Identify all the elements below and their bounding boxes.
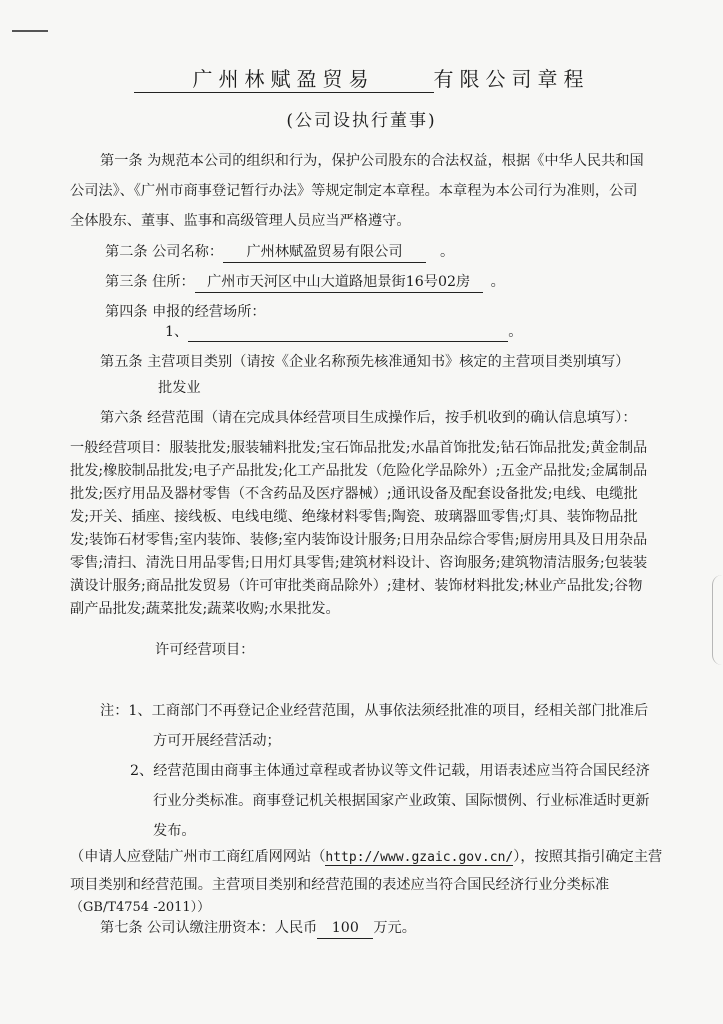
article6-label: 第六条 经营范围（请在完成具体经营项目生成操作后，按手机收到的确认信息填写）：: [100, 410, 637, 426]
scope-line: 副产品批发;蔬菜批发;蔬菜收购;水果批发。: [70, 601, 340, 617]
scope-line: 发;装饰石材零售;室内装饰、装修;室内装饰设计服务;日用杂品综合零售;厨房用具及日用杂品: [70, 532, 648, 548]
title-suffix: 有限公司章程: [433, 67, 590, 91]
scan-edge-artifact: [712, 575, 723, 665]
instruction-line1: [70, 847, 662, 868]
note1-line2: 方可开展经营活动；: [153, 733, 281, 749]
article1-line2: 公司法》、《广州市商事登记暂行办法》等规定制定本章程。本章程为本公司行为准则，公司: [70, 183, 638, 199]
article5-label: 第五条 主营项目类别（请按《企业名称预先核准通知书》核定的主营项目类别填写）: [100, 354, 630, 370]
scope-line: 发;开关、插座、接线板、电线电缆、绝缘材料零售;陶瓷、玻璃器皿零售;灯具、装饰物品批: [70, 509, 638, 525]
article4-item: [165, 322, 522, 342]
article4-end: 。: [508, 324, 523, 340]
instruction-text: ），按照其指引确定主营: [513, 849, 663, 865]
address-value: 广州市天河区中山大道路旭景街16号02房: [195, 272, 483, 293]
article2-end: 。: [440, 244, 455, 260]
article3: [105, 272, 505, 293]
instruction-text: （申请人应登陆广州市工商红盾网网站（: [70, 849, 326, 865]
article7: [100, 918, 416, 939]
article4-item-number: 1、: [165, 324, 189, 340]
article7-unit: 万元。: [373, 920, 416, 936]
article1-line3: 全体股东、董事、监事和高级管理人员应当严格遵守。: [70, 213, 411, 229]
article2: [105, 242, 454, 263]
scope-line: 批发;橡胶制品批发;电子产品批发;化工产品批发（危险化学品除外）;五金产品批发;金属制品: [70, 463, 648, 479]
licensed-items-label: 许可经营项目：: [155, 642, 255, 658]
instruction-line2: 项目类别和经营范围。主营项目类别和经营范围的表述应当符合国民经济行业分类标准: [70, 877, 610, 893]
note2-line1: 2、经营范围由商事主体通过章程或者协议等文件记载，用语表述应当符合国民经济: [130, 763, 650, 779]
company-name-fill: 广州林赋盈贸易: [134, 66, 434, 93]
note2-line2: 行业分类标准。商事登记机关根据国家产业政策、国际惯例、行业标准适时更新: [153, 793, 650, 809]
article7-label: 第七条 公司认缴注册资本：人民币: [100, 920, 318, 936]
scope-line: 零售;清扫、清洗日用品零售;日用灯具零售;建筑材料设计、咨询服务;建筑物清洁服务;包装装: [70, 555, 648, 571]
document-subtitle: (公司设执行董事): [286, 111, 437, 131]
note2-line3: 发布。: [153, 823, 196, 839]
scope-line: 批发;医疗用品及器材零售（不含药品及医疗器械）;通讯设备及配套设备批发;电线、电缆批: [70, 486, 638, 502]
article1-line1: 第一条 为规范本公司的组织和行为，保护公司股东的合法权益，根据《中华人民共和国: [100, 153, 644, 169]
article3-label: 第三条 住所：: [105, 274, 195, 290]
scan-mark: [12, 30, 48, 32]
company-name-value: 广州林赋盈贸易有限公司: [223, 242, 426, 263]
scope-line: 一般经营项目：服装批发;服装辅料批发;宝石饰品批发;水晶首饰批发;钻石饰品批发;黄金制品: [70, 440, 648, 456]
article3-end: 。: [490, 274, 505, 290]
scope-line: 潢设计服务;商品批发贸易（许可审批类商品除外）;建材、装饰材料批发;林业产品批发;谷物: [70, 578, 643, 594]
registered-capital-value: 100: [317, 918, 373, 939]
note1-line1: 注：1、工商部门不再登记企业经营范围，从事依法须经批准的项目，经相关部门批准后: [100, 703, 649, 719]
article4-label: 第四条 申报的经营场所：: [105, 304, 266, 320]
article2-label: 第二条 公司名称：: [105, 244, 224, 260]
business-premises-blank: [188, 324, 508, 342]
instruction-line3: （GB/T4754 -2011））: [70, 900, 211, 915]
document-title: [0, 66, 723, 93]
gzaic-website-link[interactable]: http://www.gzaic.gov.cn/: [325, 850, 514, 865]
article5-value: 批发业: [158, 380, 201, 396]
